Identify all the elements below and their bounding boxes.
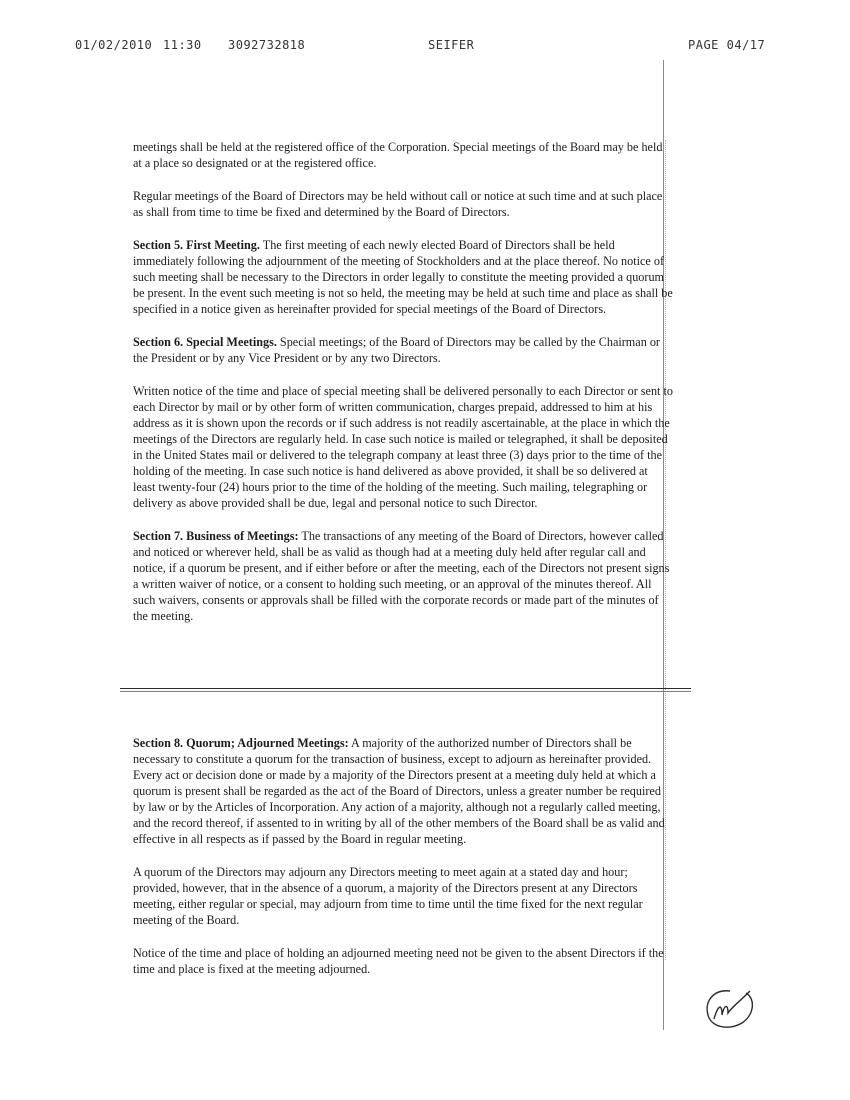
fax-header xyxy=(0,38,850,58)
paragraph-written-notice: Written notice of the time and place of special meeting shall be delivered personally to each Director or sent to each Director by mail or by other form of written communication, charges prepaid, addressed to him at his address as it is shown upon the records or if such address is not readily ascertainable, at the place in which the meetings of the Directors are regularly held. In case such notice is mailed or telegraphed, it shall be deposited in the United States mail or delivered to the telegraph company at least three (3) days prior to the time of the holding of the meeting. In case such notice is hand delivered as above provided, it shall be so delivered at least twenty-four (24) hours prior to the time of the holding of the meeting. Such mailing, telegraphing or delivery as above provided shall be due, legal and personal notice to such Director. xyxy=(133,384,673,510)
section-5-first-meeting xyxy=(133,237,673,317)
section-6-heading: Section 6. Special Meetings. xyxy=(133,335,277,349)
fax-page-number: PAGE 04/17 xyxy=(688,38,766,52)
section-5-heading: Section 5. First Meeting. xyxy=(133,238,260,252)
document-body-lower xyxy=(133,735,673,994)
section-7-heading: Section 7. Business of Meetings: xyxy=(133,529,299,543)
section-7-business-of-meetings xyxy=(133,528,673,624)
section-divider xyxy=(120,688,691,689)
fax-sender: SEIFER xyxy=(428,38,475,52)
fax-phone: 3092732818 xyxy=(228,38,306,52)
paragraph-adjourned-notice: Notice of the time and place of holding an adjourned meeting need not be given to the absent Directors if the time and place is fixed at the meeting adjourned. xyxy=(133,946,664,976)
section-8-quorum xyxy=(133,735,673,847)
section-8-body: A majority of the authorized number of Directors shall be necessary to constitute a quorum for the transaction of business, except to adjourn as hereinafter provided. Every act or decision done or made by a majority of the Directors present at a meeting duly held at which a quorum is present shall be regarded as the act of the Board of Directors, unless a greater number be required by law or by the Articles of Incorporation. Any action of a majority, although not a regularly called meeting, and the record thereof, if assented to in writing by all of the other members of the Board shall be as valid and effective in all respects as if passed by the Board in regular meeting. xyxy=(133,736,665,846)
fax-date: 01/02/2010 xyxy=(75,38,153,52)
section-6-body: Special meetings; of the Board of Directors may be called by the Chairman or the President or by any Vice President or by any two Directors. xyxy=(133,335,660,365)
section-divider-shadow xyxy=(120,691,691,692)
section-5-body: The first meeting of each newly elected Board of Directors shall be held immediately following the adjournment of the meeting of Stockholders and at the place thereof. No notice of such meeting shall be necessary to the Directors in order legally to constitute the meeting provided a quorum be present. In the event such meeting is not so held, the meeting may be held at such time and place as shall be specified in a notice given as hereinafter provided for special meetings of the Board of Directors. xyxy=(133,238,673,316)
section-7-body: The transactions of any meeting of the Board of Directors, however called and noticed or wherever held, shall be as valid as though had at a meeting duly held after regular call and notice, if a quorum be present, and if either before or after the meeting, each of the Directors not present signs a written waiver of notice, or a consent to holding such meeting, or an approval of the minutes thereof. All such waivers, consents or approvals shall be filled with the corporate records or made part of the minutes of the meeting. xyxy=(133,529,670,623)
document-body xyxy=(133,139,673,641)
section-6-special-meetings xyxy=(133,334,673,366)
paragraph-quorum-adjourn: A quorum of the Directors may adjourn any Directors meeting to meet again at a stated day and hour; provided, however, that in the absence of a quorum, a majority of the Directors present at any Directors meeting, either regular or special, may adjourn from time to time until the time fixed for the next regular meeting of the Board. xyxy=(133,865,643,927)
section-8-heading: Section 8. Quorum; Adjourned Meetings: xyxy=(133,736,349,750)
fax-time: 11:30 xyxy=(163,38,202,52)
paragraph-regular-meetings: Regular meetings of the Board of Directors may be held without call or notice at such time and at such place as shall from time to time be fixed and determined by the Board of Directors. xyxy=(133,189,663,219)
handwritten-initials-icon xyxy=(700,985,760,1035)
paragraph-meetings-location: meetings shall be held at the registered office of the Corporation. Special meetings of the Board may be held at a place so designated or at the registered office. xyxy=(133,140,663,170)
